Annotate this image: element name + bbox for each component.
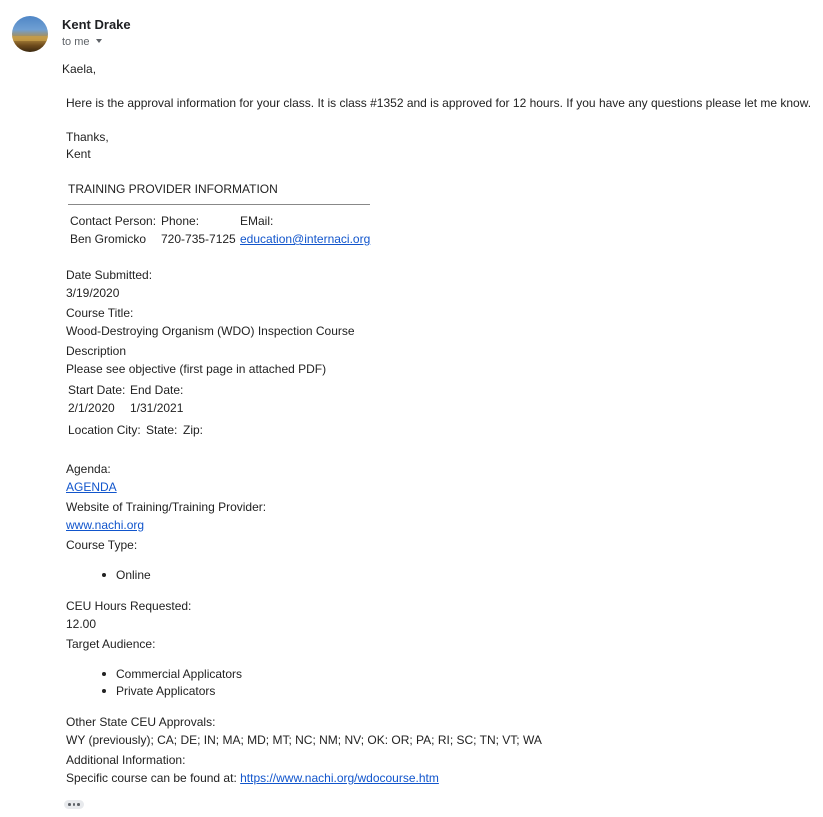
ceu-hours-value: 12.00 [66, 617, 97, 631]
additional-info-line [66, 771, 439, 785]
description-value: Please see objective (first page in attached PDF) [66, 362, 327, 376]
contact-label: Contact Person: [70, 214, 157, 228]
more-horizontal-icon [68, 803, 71, 806]
target-audience-item: Private Applicators [116, 684, 216, 698]
bullet-icon [102, 573, 106, 577]
list-item [102, 684, 215, 698]
state-label: State: [146, 423, 178, 437]
end-date-value: 1/31/2021 [130, 401, 184, 415]
other-state-label: Other State CEU Approvals: [66, 715, 216, 729]
start-date-label: Start Date: [68, 383, 126, 397]
more-horizontal-icon [77, 803, 80, 806]
agenda-link[interactable]: AGENDA [66, 480, 117, 494]
target-audience-label: Target Audience: [66, 637, 156, 651]
recipient-details[interactable] [62, 36, 102, 48]
course-url-link[interactable]: https://www.nachi.org/wdocourse.htm [240, 771, 439, 785]
list-item [102, 667, 242, 681]
email-label: EMail: [240, 214, 274, 228]
agenda-label: Agenda: [66, 462, 111, 476]
email-link[interactable]: education@internaci.org [240, 232, 371, 246]
phone-value: 720-735-7125 [161, 232, 236, 246]
start-date-value: 2/1/2020 [68, 401, 115, 415]
avatar-landscape [12, 36, 48, 41]
location-city-label: Location City: [68, 423, 141, 437]
description-label: Description [66, 344, 127, 358]
zip-label: Zip: [183, 423, 204, 437]
signoff-name: Kent [66, 147, 91, 161]
course-title-label: Course Title: [66, 306, 134, 320]
list-item [102, 568, 151, 582]
other-state-value: WY (previously); CA; DE; IN; MA; MD; MT; NC; NM; NV; OK: OR; PA; RI; SC; TN; VT; WA [66, 733, 542, 747]
signoff-thanks: Thanks, [66, 130, 109, 144]
date-submitted-label: Date Submitted: [66, 268, 153, 282]
end-date-label: End Date: [130, 383, 184, 397]
show-trimmed-content-button[interactable] [64, 800, 84, 809]
contact-value: Ben Gromicko [70, 232, 147, 246]
recipient-label: to me [62, 36, 90, 48]
additional-info-label: Additional Information: [66, 753, 186, 767]
ceu-hours-label: CEU Hours Requested: [66, 599, 192, 613]
course-type-label: Course Type: [66, 538, 138, 552]
bullet-icon [102, 689, 106, 693]
more-horizontal-icon [73, 803, 76, 806]
course-type-item: Online [116, 568, 151, 582]
sender-avatar[interactable] [12, 16, 48, 52]
website-link[interactable]: www.nachi.org [66, 518, 145, 532]
greeting: Kaela, [62, 62, 97, 76]
sender-name[interactable]: Kent Drake [62, 17, 131, 32]
message-text: Here is the approval information for your class. It is class #1352 and is approved for 12 hours. If you have any questions please let me know. [66, 96, 812, 110]
section-title: TRAINING PROVIDER INFORMATION [68, 182, 278, 196]
date-submitted-value: 3/19/2020 [66, 286, 120, 300]
course-title-value: Wood-Destroying Organism (WDO) Inspection Course [66, 324, 355, 338]
bullet-icon [102, 672, 106, 676]
chevron-down-icon[interactable] [96, 39, 102, 43]
website-label: Website of Training/Training Provider: [66, 500, 267, 514]
additional-info-text: Specific course can be found at: [66, 771, 241, 785]
target-audience-item: Commercial Applicators [116, 667, 243, 681]
section-divider [68, 204, 370, 205]
phone-label: Phone: [161, 214, 200, 228]
